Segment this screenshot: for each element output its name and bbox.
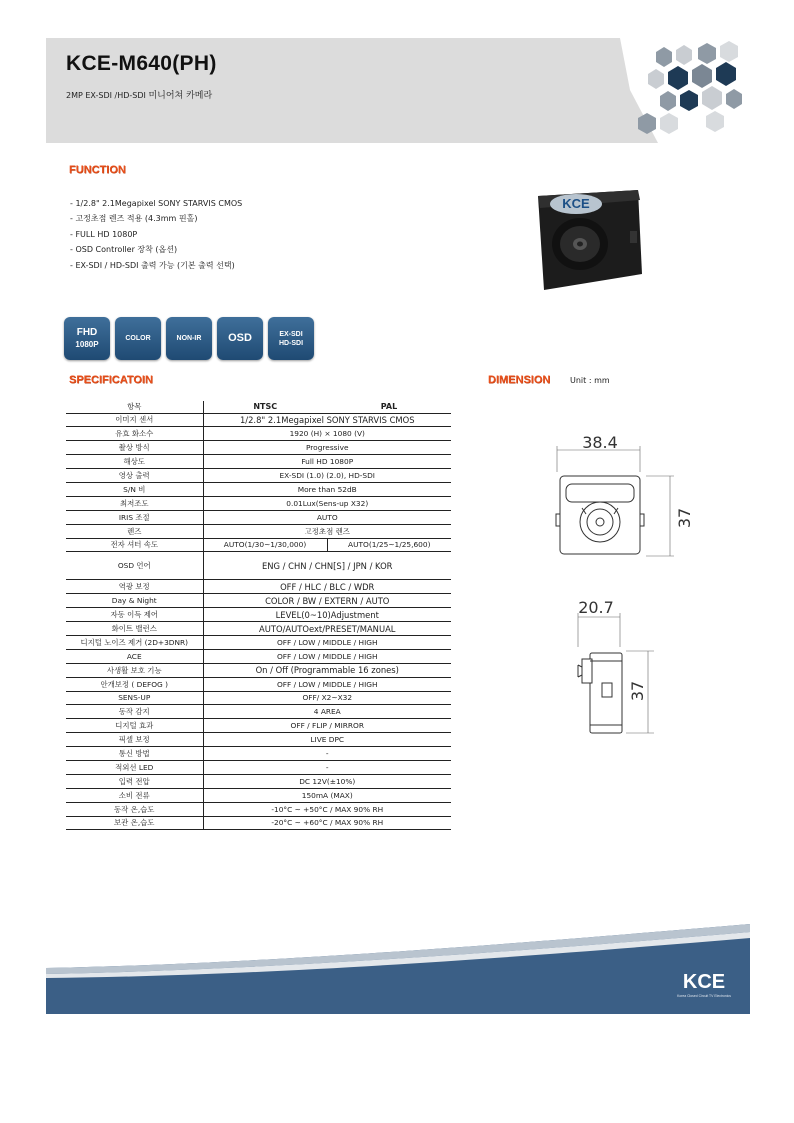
photo-logo: KCE xyxy=(562,196,590,211)
spec-value: 150mA (MAX) xyxy=(203,788,451,802)
spec-label: 디지털 노이즈 제거 (2D+3DNR) xyxy=(66,635,203,649)
spec-label: Day & Night xyxy=(66,594,203,608)
function-item: - 고정초점 렌즈 적용 (4.3mm 핀홀) xyxy=(70,211,242,226)
spec-row xyxy=(66,816,451,830)
spec-value: -10°C ~ +50°C / MAX 90% RH xyxy=(203,802,451,816)
spec-row xyxy=(66,552,451,580)
spec-value: -20°C ~ +60°C / MAX 90% RH xyxy=(203,816,451,830)
badge-line-1: FHD xyxy=(76,326,98,338)
spec-value: 고정초점 렌즈 xyxy=(203,524,451,538)
badge-line-1: COLOR xyxy=(125,335,151,342)
badge-osd xyxy=(217,317,263,360)
badge-line-1: OSD xyxy=(228,332,252,344)
dimension-section-title: DIMENSION xyxy=(488,374,551,386)
spec-header-pal: PAL xyxy=(327,401,451,413)
spec-label: OSD 언어 xyxy=(66,552,203,580)
spec-table xyxy=(66,401,451,830)
footer-logo: KCE xyxy=(682,971,726,993)
side-height-label: 37 xyxy=(628,680,647,702)
spec-value: - xyxy=(203,760,451,774)
spec-label: 유효 화소수 xyxy=(66,427,203,441)
spec-row xyxy=(66,663,451,677)
spec-value: OFF / LOW / MIDDLE / HIGH xyxy=(203,635,451,649)
spec-label: SENS-UP xyxy=(66,691,203,705)
spec-row xyxy=(66,482,451,496)
spec-value: COLOR / BW / EXTERN / AUTO xyxy=(203,594,451,608)
spec-label: 보관 온,습도 xyxy=(66,816,203,830)
spec-label: 렌즈 xyxy=(66,524,203,538)
function-item: - 1/2.8" 2.1Megapixel SONY STARVIS CMOS xyxy=(70,196,242,211)
spec-header-row xyxy=(66,401,451,413)
hexagon-decoration xyxy=(620,38,750,143)
footer-band xyxy=(46,918,750,1014)
spec-value: On / Off (Programmable 16 zones) xyxy=(203,663,451,677)
spec-row xyxy=(66,677,451,691)
badge-non-ir xyxy=(166,317,212,360)
spec-row xyxy=(66,691,451,705)
spec-label: 소비 전류 xyxy=(66,788,203,802)
spec-row xyxy=(66,594,451,608)
function-section-title: FUNCTION xyxy=(69,164,126,176)
camera-product-photo xyxy=(530,186,646,292)
spec-label: 안개보정 ( DEFOG ) xyxy=(66,677,203,691)
spec-label: 해상도 xyxy=(66,455,203,469)
spec-value: DC 12V(±10%) xyxy=(203,774,451,788)
spec-label: S/N 비 xyxy=(66,482,203,496)
spec-value: OFF / HLC / BLC / WDR xyxy=(203,580,451,594)
spec-row xyxy=(66,635,451,649)
side-depth-label: 20.7 xyxy=(578,598,614,617)
spec-label: 적외선 LED xyxy=(66,760,203,774)
spec-label: 동작 감지 xyxy=(66,705,203,719)
spec-row xyxy=(66,788,451,802)
spec-label: 동작 온,습도 xyxy=(66,802,203,816)
spec-row xyxy=(66,705,451,719)
badge-fhd xyxy=(64,317,110,360)
side-view-body xyxy=(578,653,622,733)
dimension-unit: Unit : mm xyxy=(570,376,610,385)
badge-line-2: 1080P xyxy=(75,339,99,349)
spec-value-ntsc: AUTO(1/30~1/30,000) xyxy=(203,538,327,552)
function-item: - FULL HD 1080P xyxy=(70,227,242,242)
spec-label: 디지털 효과 xyxy=(66,719,203,733)
spec-row xyxy=(66,469,451,483)
spec-row xyxy=(66,580,451,594)
spec-value: ENG / CHN / CHN[S] / JPN / KOR xyxy=(203,552,451,580)
spec-row xyxy=(66,510,451,524)
front-width-label: 38.4 xyxy=(582,433,618,452)
badge-line-1: EX-SDI xyxy=(279,330,303,338)
spec-header-item: 항목 xyxy=(66,401,203,413)
badge-line-2: HD-SDI xyxy=(278,339,304,347)
spec-section-title: SPECIFICATOIN xyxy=(69,374,153,386)
footer-tagline: Korea Closed Circuit TV Electronics xyxy=(677,994,731,998)
spec-value: More than 52dB xyxy=(203,482,451,496)
side-view-drawing xyxy=(568,595,708,745)
spec-row xyxy=(66,747,451,761)
spec-value: LEVEL(0~10)Adjustment xyxy=(203,608,451,622)
spec-row xyxy=(66,760,451,774)
spec-row xyxy=(66,455,451,469)
badge-ex-sdi xyxy=(268,317,314,360)
spec-value: OFF/ X2~X32 xyxy=(203,691,451,705)
spec-label: 영상 출력 xyxy=(66,469,203,483)
spec-row xyxy=(66,538,451,552)
spec-value: OFF / FLIP / MIRROR xyxy=(203,719,451,733)
spec-row xyxy=(66,622,451,636)
spec-label: 통신 방법 xyxy=(66,747,203,761)
spec-value: OFF / LOW / MIDDLE / HIGH xyxy=(203,649,451,663)
spec-value: 4 AREA xyxy=(203,705,451,719)
spec-value: Progressive xyxy=(203,441,451,455)
spec-label: 화이트 밸런스 xyxy=(66,622,203,636)
spec-label: 최저조도 xyxy=(66,496,203,510)
spec-row xyxy=(66,774,451,788)
spec-value: EX-SDI (1.0) (2.0), HD-SDI xyxy=(203,469,451,483)
spec-row xyxy=(66,608,451,622)
spec-label: 역광 보정 xyxy=(66,580,203,594)
front-view-body xyxy=(556,476,644,554)
spec-row xyxy=(66,719,451,733)
subtitle-korean: 미니어쳐 카메라 xyxy=(148,91,213,101)
spec-label: 픽셀 보정 xyxy=(66,733,203,747)
spec-value: OFF / LOW / MIDDLE / HIGH xyxy=(203,677,451,691)
spec-row xyxy=(66,496,451,510)
spec-value: LIVE DPC xyxy=(203,733,451,747)
spec-row xyxy=(66,427,451,441)
spec-value: 0.01Lux(Sens-up X32) xyxy=(203,496,451,510)
spec-label: 사생활 보호 기능 xyxy=(66,663,203,677)
subtitle-model: 2MP EX-SDI /HD-SDI xyxy=(66,91,146,100)
product-subtitle xyxy=(66,88,212,101)
function-item: - EX-SDI / HD-SDI 출력 가능 (기본 출력 선택) xyxy=(70,258,242,273)
spec-row xyxy=(66,441,451,455)
spec-row xyxy=(66,802,451,816)
spec-value: Full HD 1080P xyxy=(203,455,451,469)
spec-row xyxy=(66,524,451,538)
spec-value: AUTO xyxy=(203,510,451,524)
spec-table-body xyxy=(66,413,451,830)
spec-row xyxy=(66,413,451,427)
spec-value: 1920 (H) × 1080 (V) xyxy=(203,427,451,441)
spec-value: 1/2.8" 2.1Megapixel SONY STARVIS CMOS xyxy=(203,413,451,427)
function-list xyxy=(70,196,242,273)
spec-row xyxy=(66,649,451,663)
spec-value-pal: AUTO(1/25~1/25,600) xyxy=(327,538,451,552)
function-item: - OSD Controller 장착 (옵션) xyxy=(70,242,242,257)
feature-badges xyxy=(64,317,314,360)
spec-value: AUTO/AUTOext/PRESET/MANUAL xyxy=(203,622,451,636)
spec-header-ntsc: NTSC xyxy=(203,401,327,413)
spec-label: 전자 셔터 속도 xyxy=(66,538,203,552)
spec-label: ACE xyxy=(66,649,203,663)
spec-label: 자동 이득 제어 xyxy=(66,608,203,622)
spec-label: 이미지 센서 xyxy=(66,413,203,427)
spec-value: - xyxy=(203,747,451,761)
product-title: KCE-M640(PH) xyxy=(66,52,217,75)
badge-color xyxy=(115,317,161,360)
spec-row xyxy=(66,733,451,747)
spec-label: 촬상 방식 xyxy=(66,441,203,455)
spec-label: 입력 전압 xyxy=(66,774,203,788)
front-height-label: 37 xyxy=(675,507,694,529)
spec-label: IRIS 조절 xyxy=(66,510,203,524)
badge-line-1: NON-IR xyxy=(176,335,202,342)
front-view-drawing xyxy=(552,432,702,562)
